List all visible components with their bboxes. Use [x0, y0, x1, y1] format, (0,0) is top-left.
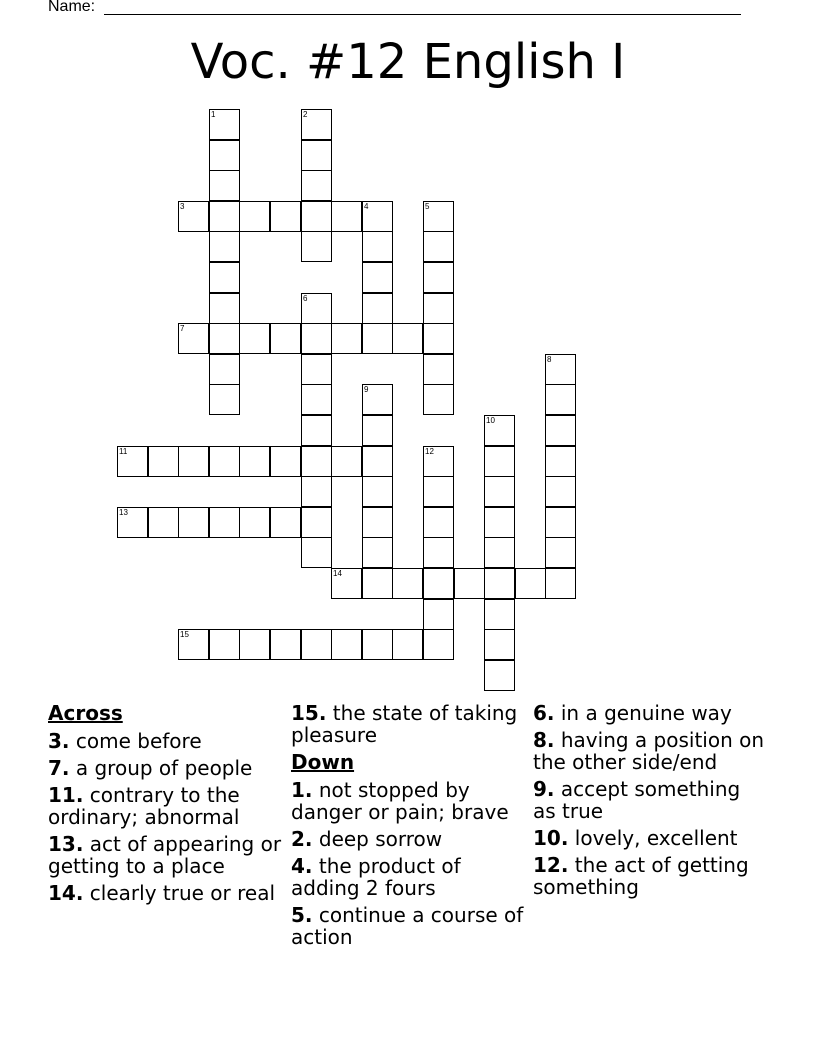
clue-number: 11. — [48, 783, 84, 807]
clue-text: continue a course of action — [291, 903, 524, 949]
clue-number-label: 9 — [364, 385, 369, 394]
down-clue-8 — [533, 729, 769, 773]
clue-column-1 — [48, 702, 284, 909]
clue-number-label: 13 — [119, 508, 128, 517]
clue-number-label: 12 — [425, 447, 434, 456]
clue-text: lovely, excellent — [574, 826, 738, 850]
clue-text: in a genuine way — [560, 701, 732, 725]
grid-cell[interactable] — [301, 140, 332, 171]
grid-cell[interactable] — [423, 599, 454, 630]
grid-cell[interactable] — [178, 323, 209, 354]
grid-cell[interactable] — [239, 446, 270, 477]
grid-cell[interactable] — [484, 446, 515, 477]
down-clue-1 — [291, 779, 527, 823]
grid-cell[interactable] — [484, 599, 515, 630]
grid-cell[interactable] — [484, 568, 515, 599]
grid-cell[interactable] — [423, 262, 454, 293]
grid-cell[interactable] — [423, 354, 454, 385]
clue-text: deep sorrow — [318, 827, 443, 851]
grid-cell[interactable] — [270, 446, 301, 477]
down-clue-9 — [533, 778, 769, 822]
grid-cell[interactable] — [301, 537, 332, 568]
clue-text: having a position on the other side/end — [533, 728, 765, 774]
grid-cell[interactable] — [239, 201, 270, 232]
grid-cell[interactable] — [209, 507, 240, 538]
grid-cell[interactable] — [209, 629, 240, 660]
down-clue-6 — [533, 702, 769, 724]
page-title: Voc. #12 English I — [190, 34, 626, 90]
clue-number: 6. — [533, 701, 555, 725]
clue-text: accept something as true — [533, 777, 741, 823]
grid-cell[interactable] — [484, 507, 515, 538]
grid-cell[interactable] — [362, 231, 393, 262]
grid-cell[interactable] — [423, 446, 454, 477]
clue-number-label: 8 — [547, 355, 552, 364]
grid-cell[interactable] — [301, 354, 332, 385]
grid-cell[interactable] — [484, 476, 515, 507]
grid-cell[interactable] — [392, 629, 423, 660]
down-clue-5 — [291, 904, 527, 948]
grid-cell[interactable] — [423, 537, 454, 568]
clue-number-label: 10 — [486, 416, 495, 425]
down-clue-4 — [291, 855, 527, 899]
clue-number-label: 4 — [364, 202, 369, 211]
down-heading: Down — [291, 750, 355, 774]
grid-cell[interactable] — [331, 568, 362, 599]
grid-cell[interactable] — [270, 323, 301, 354]
clue-number: 1. — [291, 778, 313, 802]
grid-cell[interactable] — [301, 293, 332, 324]
grid-cell[interactable] — [545, 537, 576, 568]
grid-cell[interactable] — [423, 568, 454, 599]
grid-cell[interactable] — [301, 109, 332, 140]
clue-number: 3. — [48, 729, 70, 753]
across-clue-3 — [48, 730, 284, 752]
grid-cell[interactable] — [331, 201, 362, 232]
grid-cell[interactable] — [301, 507, 332, 538]
grid-cell[interactable] — [484, 629, 515, 660]
grid-cell[interactable] — [209, 354, 240, 385]
clue-text: clearly true or real — [89, 881, 276, 905]
grid-cell[interactable] — [209, 262, 240, 293]
grid-cell[interactable] — [331, 446, 362, 477]
grid-cell[interactable] — [362, 415, 393, 446]
clue-text: the state of taking pleasure — [291, 701, 518, 747]
grid-cell[interactable] — [239, 629, 270, 660]
grid-cell[interactable] — [423, 384, 454, 415]
clue-number-label: 11 — [119, 447, 128, 456]
clue-number: 13. — [48, 832, 84, 856]
grid-cell[interactable] — [392, 568, 423, 599]
across-clue-15 — [291, 702, 527, 746]
grid-cell[interactable] — [270, 507, 301, 538]
grid-cell[interactable] — [209, 293, 240, 324]
grid-cell[interactable] — [423, 476, 454, 507]
clue-number: 12. — [533, 853, 569, 877]
across-heading: Across — [48, 701, 123, 725]
grid-cell[interactable] — [209, 231, 240, 262]
grid-cell[interactable] — [545, 476, 576, 507]
grid-cell[interactable] — [362, 629, 393, 660]
clue-number-label: 3 — [180, 202, 185, 211]
grid-cell[interactable] — [148, 507, 179, 538]
across-clue-13 — [48, 833, 284, 877]
clue-text: a group of people — [75, 756, 253, 780]
grid-cell[interactable] — [301, 323, 332, 354]
clue-number-label: 7 — [180, 324, 185, 333]
grid-cell[interactable] — [362, 262, 393, 293]
grid-cell[interactable] — [178, 629, 209, 660]
clue-number: 15. — [291, 701, 327, 725]
clue-text: contrary to the ordinary; abnormal — [48, 783, 240, 829]
clue-text: act of appearing or getting to a place — [48, 832, 282, 878]
grid-cell[interactable] — [545, 384, 576, 415]
grid-cell[interactable] — [454, 568, 485, 599]
grid-cell[interactable] — [178, 446, 209, 477]
clue-text: come before — [75, 729, 202, 753]
grid-cell[interactable] — [270, 201, 301, 232]
grid-cell[interactable] — [423, 323, 454, 354]
grid-cell[interactable] — [484, 415, 515, 446]
clue-number: 10. — [533, 826, 569, 850]
clue-column-3 — [533, 702, 769, 903]
grid-cell[interactable] — [178, 507, 209, 538]
clue-number: 5. — [291, 903, 313, 927]
grid-cell[interactable] — [301, 415, 332, 446]
grid-cell[interactable] — [270, 629, 301, 660]
grid-cell[interactable] — [545, 568, 576, 599]
clue-number: 14. — [48, 881, 84, 905]
clue-number: 7. — [48, 756, 70, 780]
clue-number: 2. — [291, 827, 313, 851]
grid-cell[interactable] — [209, 170, 240, 201]
clue-number-label: 15 — [180, 630, 189, 639]
grid-cell[interactable] — [362, 201, 393, 232]
grid-cell[interactable] — [209, 384, 240, 415]
grid-cell[interactable] — [362, 323, 393, 354]
grid-cell[interactable] — [301, 231, 332, 262]
grid-cell[interactable] — [545, 354, 576, 385]
grid-cell[interactable] — [178, 201, 209, 232]
grid-cell[interactable] — [392, 323, 423, 354]
down-clue-2 — [291, 828, 527, 850]
grid-cell[interactable] — [148, 446, 179, 477]
grid-cell[interactable] — [484, 660, 515, 691]
down-clue-10 — [533, 827, 769, 849]
grid-cell[interactable] — [301, 384, 332, 415]
clue-number-label: 14 — [333, 569, 342, 578]
grid-cell[interactable] — [239, 507, 270, 538]
clue-number-label: 1 — [211, 110, 216, 119]
across-clue-14 — [48, 882, 284, 904]
grid-cell[interactable] — [423, 231, 454, 262]
clue-column-2 — [291, 702, 527, 953]
grid-cell[interactable] — [331, 629, 362, 660]
across-clue-11 — [48, 784, 284, 828]
grid-cell[interactable] — [209, 446, 240, 477]
grid-cell[interactable] — [117, 507, 148, 538]
grid-cell[interactable] — [362, 537, 393, 568]
grid-cell[interactable] — [362, 293, 393, 324]
clue-text: the product of adding 2 fours — [291, 854, 461, 900]
grid-cell[interactable] — [484, 537, 515, 568]
clue-number: 8. — [533, 728, 555, 752]
across-clue-7 — [48, 757, 284, 779]
grid-cell[interactable] — [362, 476, 393, 507]
grid-cell[interactable] — [545, 446, 576, 477]
grid-cell[interactable] — [209, 201, 240, 232]
down-clue-12 — [533, 854, 769, 898]
clue-number: 4. — [291, 854, 313, 878]
grid-cell[interactable] — [362, 446, 393, 477]
clue-number: 9. — [533, 777, 555, 801]
grid-cell[interactable] — [423, 201, 454, 232]
clue-number-label: 5 — [425, 202, 430, 211]
grid-cell[interactable] — [362, 568, 393, 599]
clue-text: the act of getting something — [533, 853, 749, 899]
grid-cell[interactable] — [545, 415, 576, 446]
grid-cell[interactable] — [301, 170, 332, 201]
grid-cell[interactable] — [209, 323, 240, 354]
grid-cell[interactable] — [301, 629, 332, 660]
clue-number-label: 2 — [303, 110, 308, 119]
grid-cell[interactable] — [423, 293, 454, 324]
grid-cell[interactable] — [515, 568, 546, 599]
clue-text: not stopped by danger or pain; brave — [291, 778, 509, 824]
grid-cell[interactable] — [301, 476, 332, 507]
grid-cell[interactable] — [331, 323, 362, 354]
grid-cell[interactable] — [301, 446, 332, 477]
grid-cell[interactable] — [117, 446, 148, 477]
grid-cell[interactable] — [362, 507, 393, 538]
grid-cell[interactable] — [239, 323, 270, 354]
clue-number-label: 6 — [303, 294, 308, 303]
grid-cell[interactable] — [423, 629, 454, 660]
name-label: Name: — [48, 0, 96, 15]
grid-cell[interactable] — [362, 384, 393, 415]
grid-cell[interactable] — [301, 201, 332, 232]
grid-cell[interactable] — [545, 507, 576, 538]
grid-cell[interactable] — [209, 109, 240, 140]
grid-cell[interactable] — [423, 507, 454, 538]
grid-cell[interactable] — [209, 140, 240, 171]
